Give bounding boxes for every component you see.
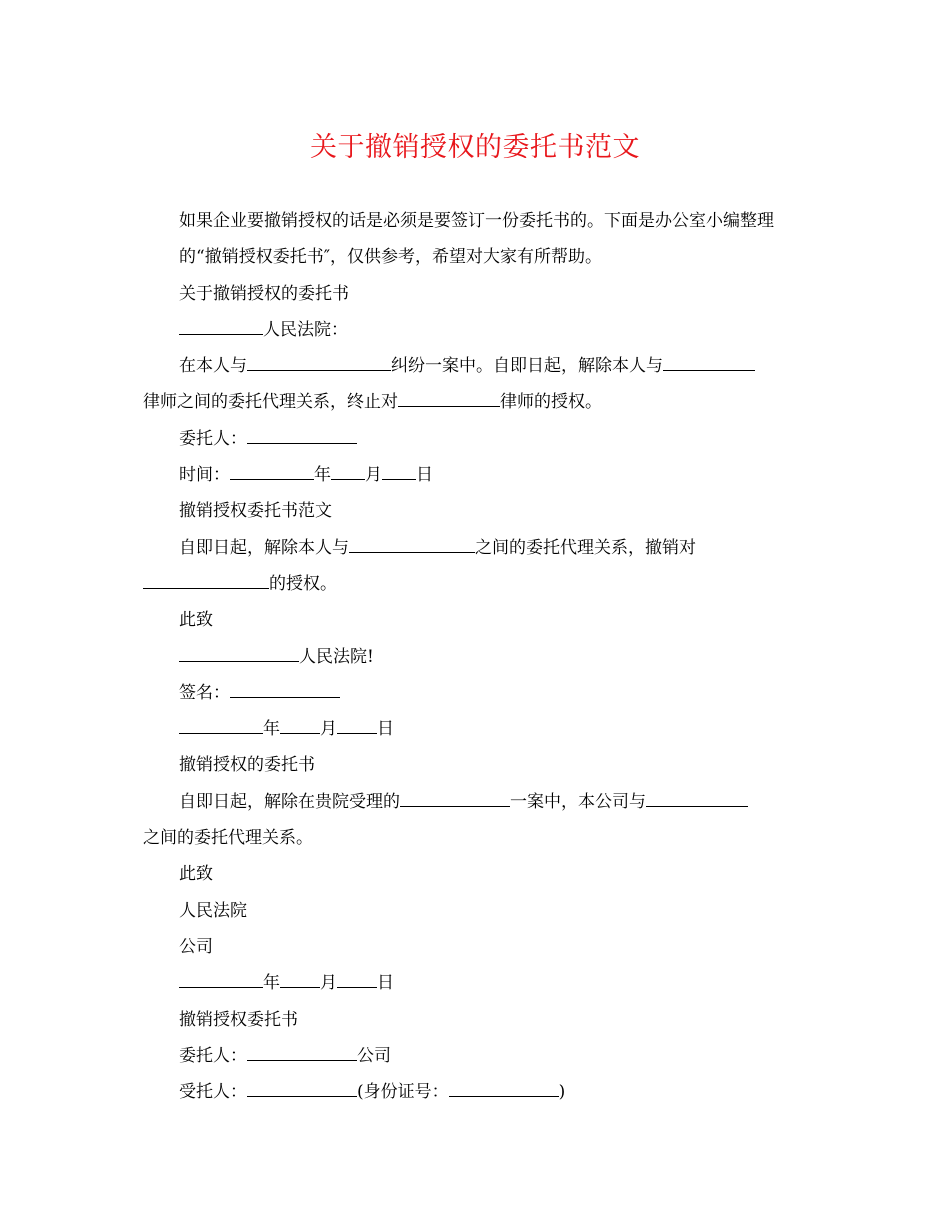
section1-client-line bbox=[143, 421, 798, 457]
blank-field bbox=[398, 388, 500, 407]
intro-paragraph: 如果企业要撤销授权的话是必须是要签订一份委托书的。下面是办公室小编整理的“撤销授权委托书″，仅供参考，希望对大家有所帮助。 bbox=[179, 211, 774, 268]
section3-salutation: 此致 bbox=[179, 864, 213, 885]
section4-client-line bbox=[143, 1038, 798, 1074]
section2-date-line bbox=[143, 711, 798, 747]
section3-company: 公司 bbox=[179, 936, 213, 957]
month-text: 月 bbox=[365, 465, 382, 486]
client-label: 委托人： bbox=[179, 428, 247, 449]
blank-field bbox=[382, 461, 416, 480]
month-text: 月 bbox=[320, 973, 337, 994]
section1-body-line2 bbox=[143, 384, 798, 420]
blank-field bbox=[663, 352, 755, 371]
blank-field bbox=[179, 316, 263, 335]
blank-field bbox=[280, 969, 320, 988]
blank-field bbox=[230, 461, 314, 480]
body-text: 自即日起，解除在贵院受理的 bbox=[179, 791, 400, 812]
year-text: 年 bbox=[263, 719, 280, 740]
company-text: 公司 bbox=[357, 1045, 391, 1066]
blank-field bbox=[179, 715, 263, 734]
document-title: 关于撤销授权的委托书范文 bbox=[310, 132, 640, 163]
blank-field bbox=[247, 425, 357, 444]
body-text: 律师之间的委托代理关系，终止对 bbox=[143, 392, 398, 413]
section1-court-line bbox=[143, 312, 798, 348]
blank-field bbox=[400, 788, 510, 807]
document-body bbox=[143, 203, 798, 1110]
blank-field bbox=[247, 1042, 357, 1061]
section3-body-line2: 之间的委托代理关系。 bbox=[143, 828, 313, 849]
section1-body-line1 bbox=[143, 348, 798, 384]
blank-field bbox=[646, 788, 748, 807]
court-text: 人民法院： bbox=[263, 319, 348, 340]
section2-sign-line bbox=[143, 675, 798, 711]
court-text: 人民法院! bbox=[299, 646, 374, 667]
section1-heading: 关于撤销授权的委托书 bbox=[179, 283, 349, 304]
day-text: 日 bbox=[416, 465, 433, 486]
section2-body-line2 bbox=[143, 566, 798, 602]
body-text: 的授权。 bbox=[269, 573, 337, 594]
section3-court: 人民法院 bbox=[179, 900, 247, 921]
section2-heading: 撤销授权委托书范文 bbox=[179, 501, 332, 522]
body-text: 纠纷一案中。自即日起，解除本人与 bbox=[391, 356, 663, 377]
id-close: ) bbox=[558, 1082, 566, 1103]
blank-field bbox=[331, 461, 365, 480]
section4-agent-line bbox=[143, 1074, 798, 1110]
blank-field bbox=[349, 534, 475, 553]
body-text: 一案中，本公司与 bbox=[510, 791, 646, 812]
client-label: 委托人： bbox=[179, 1045, 247, 1066]
blank-field bbox=[179, 643, 299, 662]
section2-court-line bbox=[143, 639, 798, 675]
section2-body-line1 bbox=[143, 530, 798, 566]
time-label: 时间： bbox=[179, 465, 230, 486]
section3-body-line1 bbox=[143, 784, 798, 820]
body-text: 在本人与 bbox=[179, 356, 247, 377]
section2-salutation: 此致 bbox=[179, 610, 213, 631]
blank-field bbox=[230, 679, 340, 698]
blank-field bbox=[337, 715, 377, 734]
day-text: 日 bbox=[377, 719, 394, 740]
body-text: 自即日起，解除本人与 bbox=[179, 537, 349, 558]
day-text: 日 bbox=[377, 973, 394, 994]
agent-label: 受托人： bbox=[179, 1082, 247, 1103]
body-text: 之间的委托代理关系，撤销对 bbox=[475, 537, 696, 558]
blank-field bbox=[143, 570, 269, 589]
year-text: 年 bbox=[314, 465, 331, 486]
section4-heading: 撤销授权委托书 bbox=[179, 1009, 298, 1030]
id-label: (身份证号： bbox=[357, 1082, 449, 1103]
body-text: 律师的授权。 bbox=[500, 392, 602, 413]
blank-field bbox=[280, 715, 320, 734]
blank-field bbox=[179, 969, 263, 988]
blank-field bbox=[337, 969, 377, 988]
section3-heading: 撤销授权的委托书 bbox=[179, 755, 315, 776]
section1-time-line bbox=[143, 457, 798, 493]
blank-field bbox=[247, 352, 391, 371]
year-text: 年 bbox=[263, 973, 280, 994]
blank-field bbox=[247, 1078, 357, 1097]
month-text: 月 bbox=[320, 719, 337, 740]
section3-date-line bbox=[143, 965, 798, 1001]
sign-label: 签名： bbox=[179, 682, 230, 703]
blank-field bbox=[449, 1078, 559, 1097]
